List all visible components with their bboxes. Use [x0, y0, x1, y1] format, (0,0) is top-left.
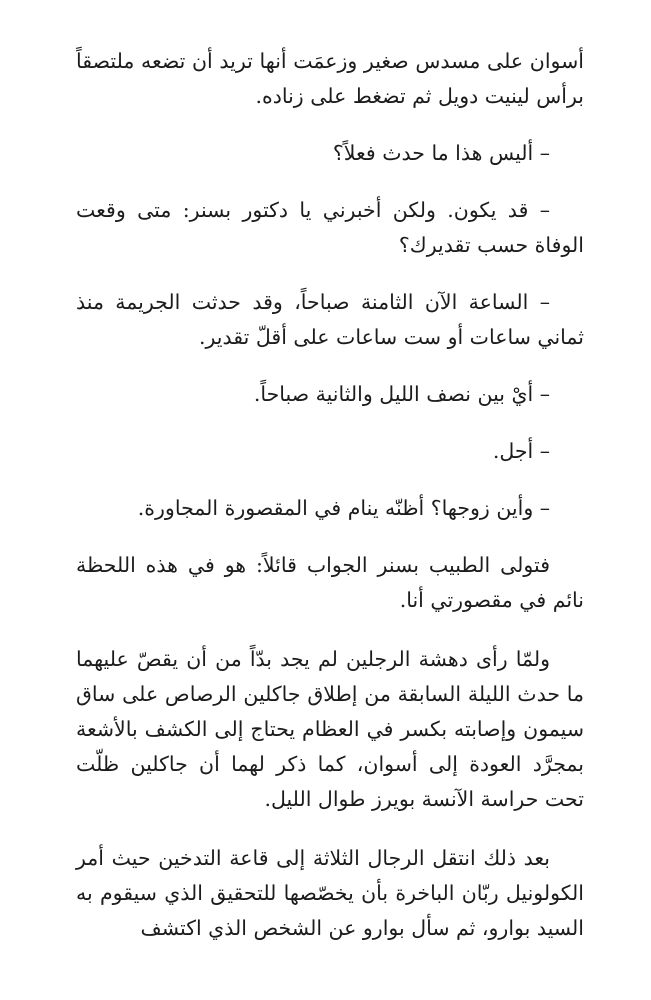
narrative-paragraph: بعد ذلك انتقل الرجال الثلاثة إلى قاعة التدخين حيث أمر الكولونيل ربّان الباخرة بأن يخصّصها للتحقيق الذي سيقوم به السيد بوارو، ثم سأل بوارو عن الشخص الذي اكتشف — [76, 846, 584, 940]
narrative-paragraph: فتولى الطبيب بسنر الجواب قائلاً: هو في هذه اللحظة نائم في مقصورتي أنا. — [76, 553, 584, 612]
book-page — [76, 44, 584, 946]
dialogue-line: – الساعة الآن الثامنة صباحاً، وقد حدثت الجريمة منذ ثماني ساعات أو ست ساعات على أقلّ تقدير. — [76, 290, 584, 349]
dialogue-line: – وأين زوجها؟ أظنّه ينام في المقصورة المجاورة. — [137, 496, 550, 520]
dialogue-line: – أليس هذا ما حدث فعلاً؟ — [332, 141, 550, 165]
paragraph-continuation: أسوان على مسدس صغير وزعمَت أنها تريد أن تضعه ملتصقاً برأس لينيت دويل ثم تضغط على زناده. — [76, 49, 584, 108]
dialogue-line: – أجل. — [492, 439, 550, 463]
dialogue-line: – أيْ بين نصف الليل والثانية صباحاً. — [253, 382, 550, 406]
dialogue-line: – قد يكون. ولكن أخبرني يا دكتور بسنر: متى وقعت الوفاة حسب تقديرك؟ — [76, 198, 584, 257]
narrative-paragraph: ولمّا رأى دهشة الرجلين لم يجد بدّاً من أن يقصّ عليهما ما حدث الليلة السابقة من إطلاق جاكلين الرصاص على ساق سيمون وإصابته بكسر في العظام يحتاج إلى الكشف بالأشعة بمجرَّد العودة إلى أسوان، كما ذكر لهما أن جاكلين ظلّت تحت حراسة الآنسة بويرز طوال الليل. — [76, 647, 584, 811]
